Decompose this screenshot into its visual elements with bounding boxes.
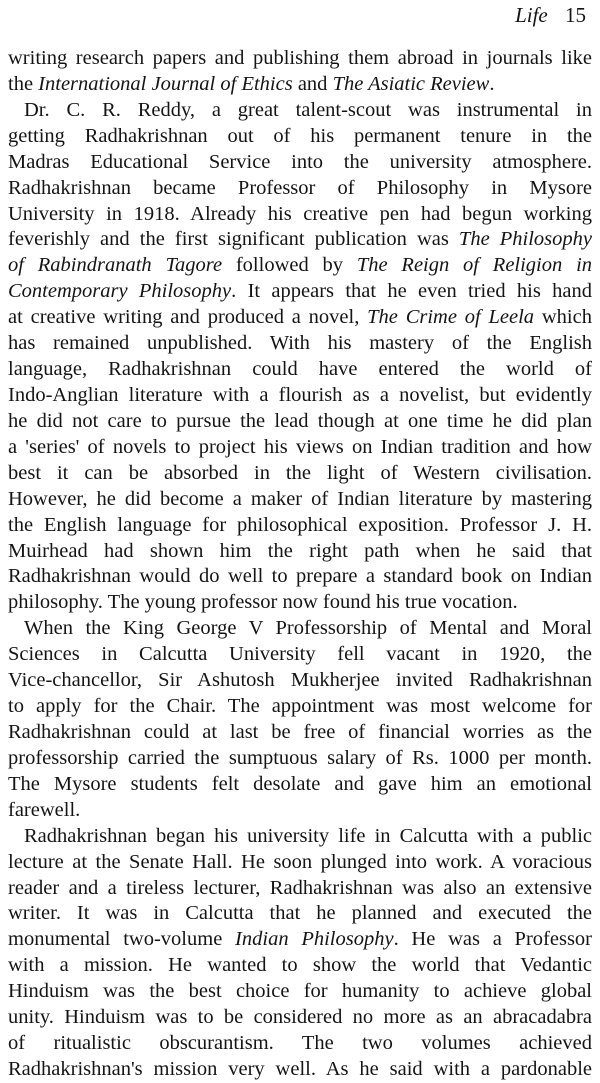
text-run: Vice-chancellor, Sir Ashutosh Mukherjee invited Radhakrishnan bbox=[8, 669, 592, 692]
text-run: reader and a tireless lecturer, Radhakrishnan was also an extensive bbox=[8, 876, 592, 899]
text-run: with a mission. He wanted to show the world that Vedantic bbox=[8, 954, 592, 977]
text-line bbox=[8, 72, 592, 98]
text-run: lecture at the Senate Hall. He soon plunged into work. A voracious bbox=[8, 850, 592, 873]
text-line bbox=[8, 487, 592, 513]
text-run: the bbox=[8, 72, 39, 95]
text-run: Radhakrishnan's mission very well. As he said with a pardonable bbox=[8, 1057, 592, 1080]
text-line bbox=[8, 746, 592, 772]
text-line bbox=[8, 772, 592, 798]
text-run: University in 1918. Already his creative pen had begun working bbox=[8, 202, 592, 225]
text-run: monumental two-volume bbox=[8, 928, 236, 951]
text-line bbox=[8, 564, 592, 590]
text-run: which bbox=[534, 306, 592, 329]
italic-title: The Philosophy bbox=[458, 228, 592, 251]
text-line bbox=[8, 176, 592, 202]
text-run: followed by bbox=[222, 254, 357, 277]
text-run: Radhakrishnan would do well to prepare a standard book on Indian bbox=[8, 565, 592, 588]
italic-title: Contemporary Philosophy bbox=[8, 280, 232, 303]
text-run: professorship carried the sumptuous salary of Rs. 1000 per month. bbox=[8, 746, 592, 769]
text-line bbox=[8, 461, 592, 487]
text-run: farewell. bbox=[8, 798, 81, 821]
text-line bbox=[8, 901, 592, 927]
italic-title: of Rabindranath Tagore bbox=[8, 254, 223, 277]
text-run: When the King George V Professorship of Mental and Moral bbox=[24, 617, 592, 640]
text-run: the English language for philosophical exposition. Professor J. H. bbox=[8, 513, 592, 536]
text-run: . It appears that he even tried his hand bbox=[231, 280, 592, 303]
text-line bbox=[8, 513, 592, 539]
text-run: Radhakrishnan began his university life in Calcutta with a public bbox=[24, 824, 592, 847]
text-run: Madras Educational Service into the university atmosphere. bbox=[8, 150, 592, 173]
text-line bbox=[8, 642, 592, 668]
text-line bbox=[8, 720, 592, 746]
text-run: unity. Hinduism was to be considered no more as an abracadabra bbox=[8, 1006, 592, 1029]
text-line bbox=[8, 331, 592, 357]
text-run: . He was a Professor bbox=[393, 928, 592, 951]
text-run: feverishly and the first significant publication was bbox=[8, 228, 459, 251]
text-run: Hinduism was the best choice for humanity to achieve global bbox=[8, 980, 592, 1003]
text-line bbox=[8, 539, 592, 565]
text-run: at creative writing and produced a novel, bbox=[8, 306, 368, 329]
italic-title: The Reign of Religion in bbox=[356, 254, 592, 277]
text-line bbox=[8, 253, 592, 279]
text-run: Radhakrishnan could at last be free of financial worries as the bbox=[8, 720, 592, 743]
text-run: and bbox=[292, 72, 333, 95]
text-line bbox=[8, 150, 592, 176]
text-line bbox=[8, 590, 592, 616]
text-run: language, Radhakrishnan could have entered the world of bbox=[8, 358, 592, 381]
text-run: has remained unpublished. With his mastery of the English bbox=[8, 332, 592, 355]
text-run: writing research papers and publishing them abroad in journals like bbox=[8, 47, 592, 69]
text-line bbox=[8, 798, 592, 824]
text-line bbox=[8, 305, 592, 331]
page-number: 15 bbox=[565, 3, 586, 27]
text-line bbox=[8, 357, 592, 383]
text-line bbox=[8, 383, 592, 409]
text-run: philosophy. The young professor now found his true vocation. bbox=[8, 591, 518, 614]
paragraph-first-line bbox=[8, 616, 592, 642]
text-line bbox=[8, 953, 592, 979]
text-line bbox=[8, 46, 592, 72]
text-line bbox=[8, 876, 592, 902]
italic-title: The Asiatic Review bbox=[332, 72, 490, 95]
text-line bbox=[8, 1005, 592, 1031]
text-run: However, he did become a maker of Indian literature by mastering bbox=[8, 487, 592, 510]
running-header bbox=[515, 2, 586, 28]
text-line bbox=[8, 1057, 592, 1083]
text-run: getting Radhakrishnan out of his permanent tenure in the bbox=[8, 124, 592, 147]
paragraph-first-line bbox=[8, 98, 592, 124]
text-line bbox=[8, 850, 592, 876]
text-run: . bbox=[489, 72, 495, 95]
text-line bbox=[8, 979, 592, 1005]
text-line bbox=[8, 435, 592, 461]
italic-title: International Journal of Ethics bbox=[38, 72, 293, 95]
text-run: a 'series' of novels to project his views on Indian tradition and how bbox=[8, 435, 592, 458]
italic-title: The Crime of Leela bbox=[367, 306, 535, 329]
text-line bbox=[8, 668, 592, 694]
text-line bbox=[8, 202, 592, 228]
text-run: writer. It was in Calcutta that he planned and executed the bbox=[8, 902, 592, 925]
text-run: best it can be absorbed in the light of Western civilisation. bbox=[8, 461, 592, 484]
text-line bbox=[8, 1031, 592, 1057]
text-run: Sciences in Calcutta University fell vacant in 1920, the bbox=[8, 643, 592, 666]
text-run: he did not care to pursue the lead though at one time he did plan bbox=[8, 409, 592, 432]
text-run: Dr. C. R. Reddy, a great talent-scout was instrumental in bbox=[24, 98, 592, 121]
italic-title: Indian Philosophy bbox=[235, 928, 394, 951]
paragraph-first-line bbox=[8, 824, 592, 850]
text-line bbox=[8, 694, 592, 720]
text-line bbox=[8, 124, 592, 150]
text-run: Radhakrishnan became Professor of Philosophy in Mysore bbox=[8, 176, 592, 199]
text-run: Indo-Anglian literature with a flourish as a novelist, but evidently bbox=[8, 383, 592, 406]
text-line bbox=[8, 927, 592, 953]
text-line bbox=[8, 279, 592, 305]
text-run: Muirhead had shown him the right path when he said that bbox=[8, 539, 592, 562]
running-header-title: Life bbox=[515, 3, 548, 27]
text-run: of ritualistic obscurantism. The two volumes achieved bbox=[8, 1032, 592, 1055]
text-run: The Mysore students felt desolate and gave him an emotional bbox=[8, 772, 592, 795]
text-run: to apply for the Chair. The appointment was most welcome for bbox=[8, 695, 592, 718]
text-line bbox=[8, 409, 592, 435]
body-text bbox=[8, 46, 592, 1083]
text-line bbox=[8, 227, 592, 253]
